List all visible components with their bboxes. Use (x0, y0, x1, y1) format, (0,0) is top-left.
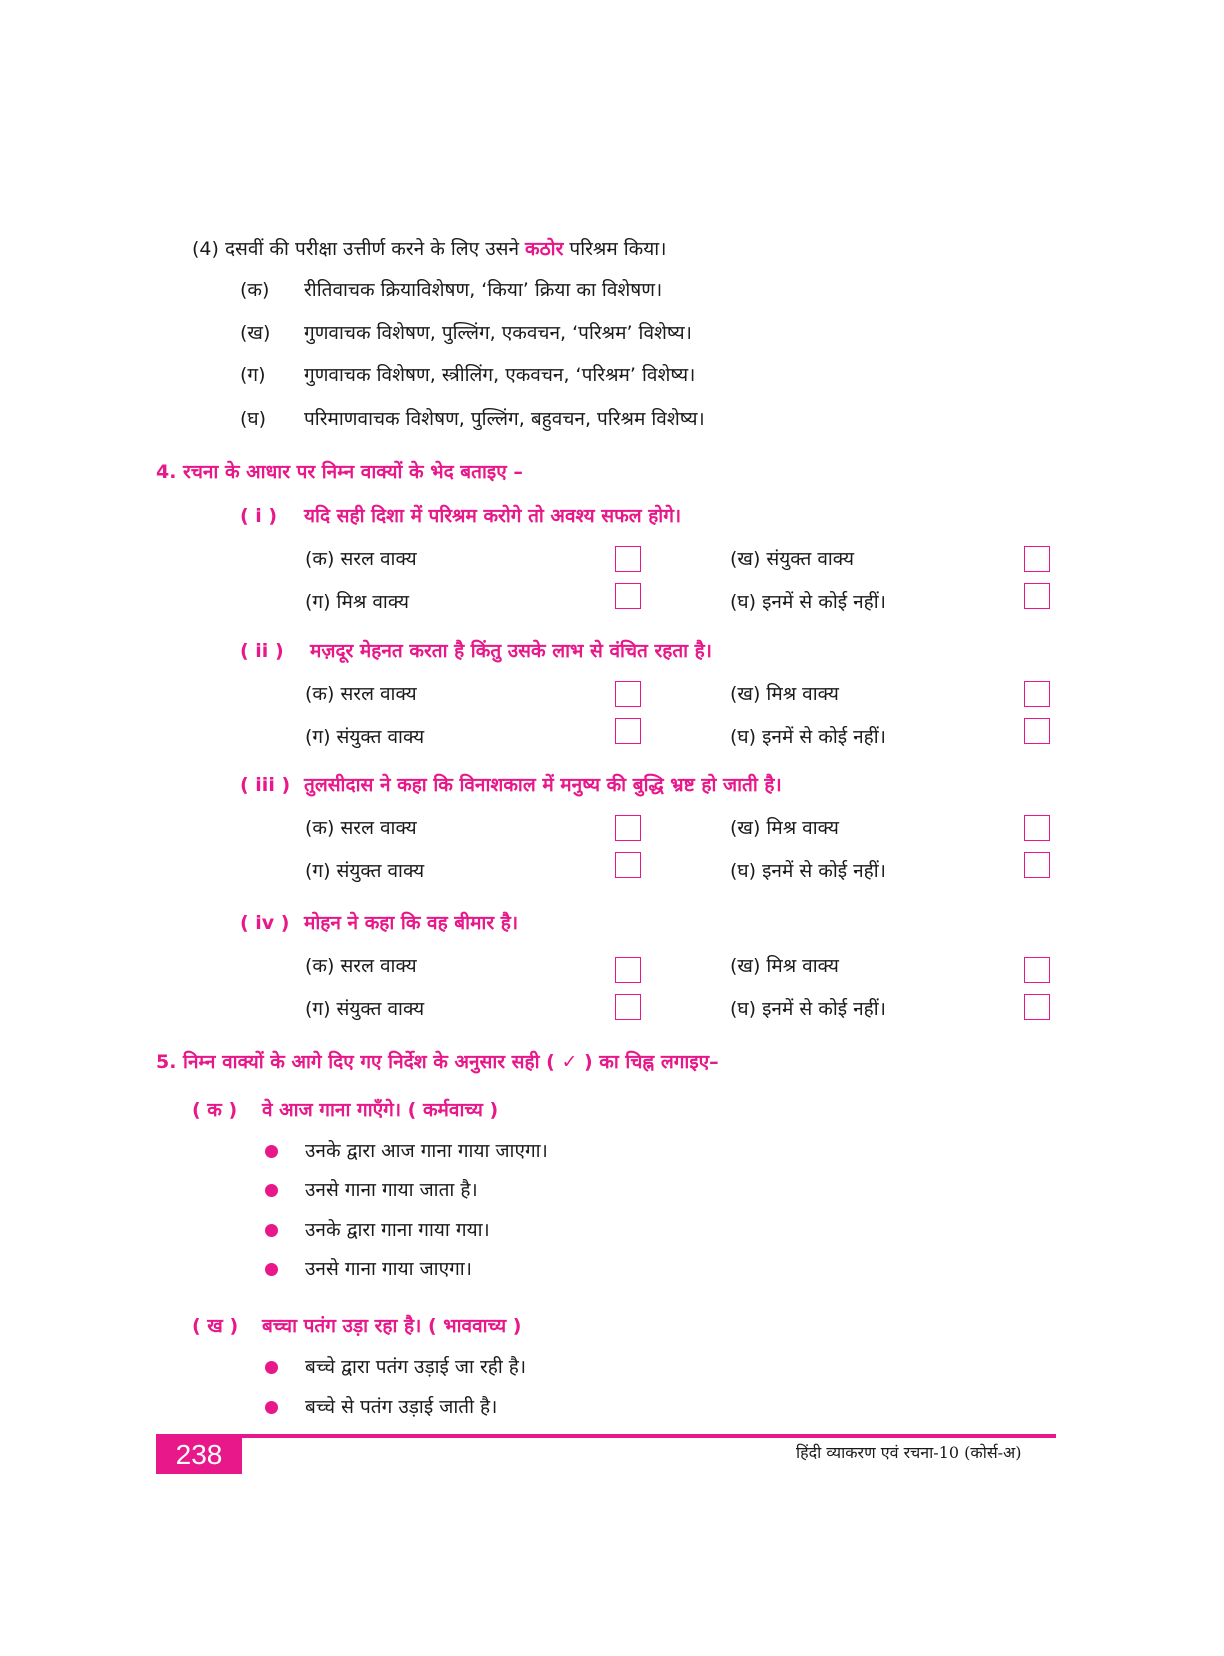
q5-kha-option[interactable]: बच्चे से पतंग उड़ाई जाती है। (305, 1396, 498, 1418)
bullet-icon (265, 1361, 278, 1374)
bullet-icon (265, 1224, 278, 1237)
checkbox[interactable] (615, 681, 641, 707)
q5-part-kha: ( ख ) बच्चा पतंग उड़ा रहा है। ( भाववाच्य ) (192, 1315, 522, 1337)
checkbox[interactable] (1024, 583, 1050, 609)
q4-i-option-kha: (ख) संयुक्त वाक्य (730, 548, 854, 570)
q4-iii-option-ga: (ग) संयुक्त वाक्य (305, 860, 425, 882)
q4-item-i: ( i ) यदि सही दिशा में परिश्रम करोगे तो अवश्य सफल होगे। (240, 505, 682, 527)
q4-i-option-gha: (घ) इनमें से कोई नहीं। (730, 591, 886, 613)
q4-i-option-ga: (ग) मिश्र वाक्य (305, 591, 410, 613)
q4-item-ii: ( ii ) मज़दूर मेहनत करता है किंतु उसके लाभ से वंचित रहता है। (240, 640, 712, 662)
checkbox[interactable] (1024, 852, 1050, 878)
q4-ii-option-ka: (क) सरल वाक्य (305, 683, 417, 705)
checkbox[interactable] (615, 583, 641, 609)
footer-divider (156, 1434, 1056, 1438)
q5-ka-option[interactable]: उनके द्वारा गाना गाया गया। (305, 1219, 490, 1241)
q4-ii-option-ga: (ग) संयुक्त वाक्य (305, 726, 425, 748)
highlight-word: कठोर (525, 238, 564, 260)
q4-iv-option-gha: (घ) इनमें से कोई नहीं। (730, 998, 886, 1020)
q5-kha-option[interactable]: बच्चे द्वारा पतंग उड़ाई जा रही है। (305, 1356, 527, 1378)
bullet-icon (265, 1184, 278, 1197)
checkbox[interactable] (615, 994, 641, 1020)
sentence-text: (4) दसवीं की परीक्षा उत्तीर्ण करने के लिए उसने (192, 238, 519, 260)
bullet-icon (265, 1263, 278, 1276)
checkbox[interactable] (1024, 718, 1050, 744)
q5-part-ka: ( क ) वे आज गाना गाएँगे। ( कर्मवाच्य ) (192, 1099, 499, 1121)
checkbox[interactable] (615, 957, 641, 983)
q4-iv-option-ga: (ग) संयुक्त वाक्य (305, 998, 425, 1020)
q4-iii-option-kha: (ख) मिश्र वाक्य (730, 817, 839, 839)
checkbox[interactable] (615, 546, 641, 572)
q3-item4-sentence (192, 236, 666, 262)
q4-i-option-ka: (क) सरल वाक्य (305, 548, 417, 570)
checkbox[interactable] (1024, 681, 1050, 707)
checkbox[interactable] (615, 718, 641, 744)
checkbox[interactable] (1024, 815, 1050, 841)
q3-item4-option-ga: (ग) गुणवाचक विशेषण, स्त्रीलिंग, एकवचन, ‘परिश्रम’ विशेष्य। (240, 364, 696, 386)
checkbox[interactable] (615, 852, 641, 878)
q3-item4-option-gha: (घ) परिमाणवाचक विशेषण, पुल्लिंग, बहुवचन, परिश्रम विशेष्य। (240, 408, 705, 430)
bullet-icon (265, 1145, 278, 1158)
sentence-text: परिश्रम किया। (569, 238, 667, 260)
q5-heading: 5. निम्न वाक्यों के आगे दिए गए निर्देश के अनुसार सही ( ✓ ) का चिह्न लगाइए– (156, 1051, 719, 1073)
q5-ka-option[interactable]: उनसे गाना गाया जाता है। (305, 1179, 478, 1201)
q4-item-iii: ( iii ) तुलसीदास ने कहा कि विनाशकाल में मनुष्य की बुद्धि भ्रष्ट हो जाती है। (240, 774, 782, 796)
bullet-icon (265, 1401, 278, 1414)
q5-ka-option[interactable]: उनसे गाना गाया जाएगा। (305, 1258, 472, 1280)
checkbox[interactable] (1024, 994, 1050, 1020)
book-title: हिंदी व्याकरण एवं रचना-10 (कोर्स-अ) (796, 1443, 1022, 1462)
q4-iv-option-ka: (क) सरल वाक्य (305, 955, 417, 977)
q3-item4-option-kha: (ख) गुणवाचक विशेषण, पुल्लिंग, एकवचन, ‘परिश्रम’ विशेष्य। (240, 322, 692, 344)
q4-iii-option-gha: (घ) इनमें से कोई नहीं। (730, 860, 886, 882)
checkbox[interactable] (1024, 546, 1050, 572)
q4-iv-option-kha: (ख) मिश्र वाक्य (730, 955, 839, 977)
page-number: 238 (156, 1436, 242, 1474)
q4-item-iv: ( iv ) मोहन ने कहा कि वह बीमार है। (240, 912, 519, 934)
q4-ii-option-gha: (घ) इनमें से कोई नहीं। (730, 726, 886, 748)
q4-heading: 4. रचना के आधार पर निम्न वाक्यों के भेद बताइए – (156, 461, 523, 483)
checkbox[interactable] (615, 815, 641, 841)
q5-ka-option[interactable]: उनके द्वारा आज गाना गाया जाएगा। (305, 1140, 548, 1162)
q3-item4-option-ka: (क) रीतिवाचक क्रियाविशेषण, ‘किया’ क्रिया का विशेषण। (240, 279, 663, 301)
q4-ii-option-kha: (ख) मिश्र वाक्य (730, 683, 839, 705)
checkbox[interactable] (1024, 957, 1050, 983)
q4-iii-option-ka: (क) सरल वाक्य (305, 817, 417, 839)
